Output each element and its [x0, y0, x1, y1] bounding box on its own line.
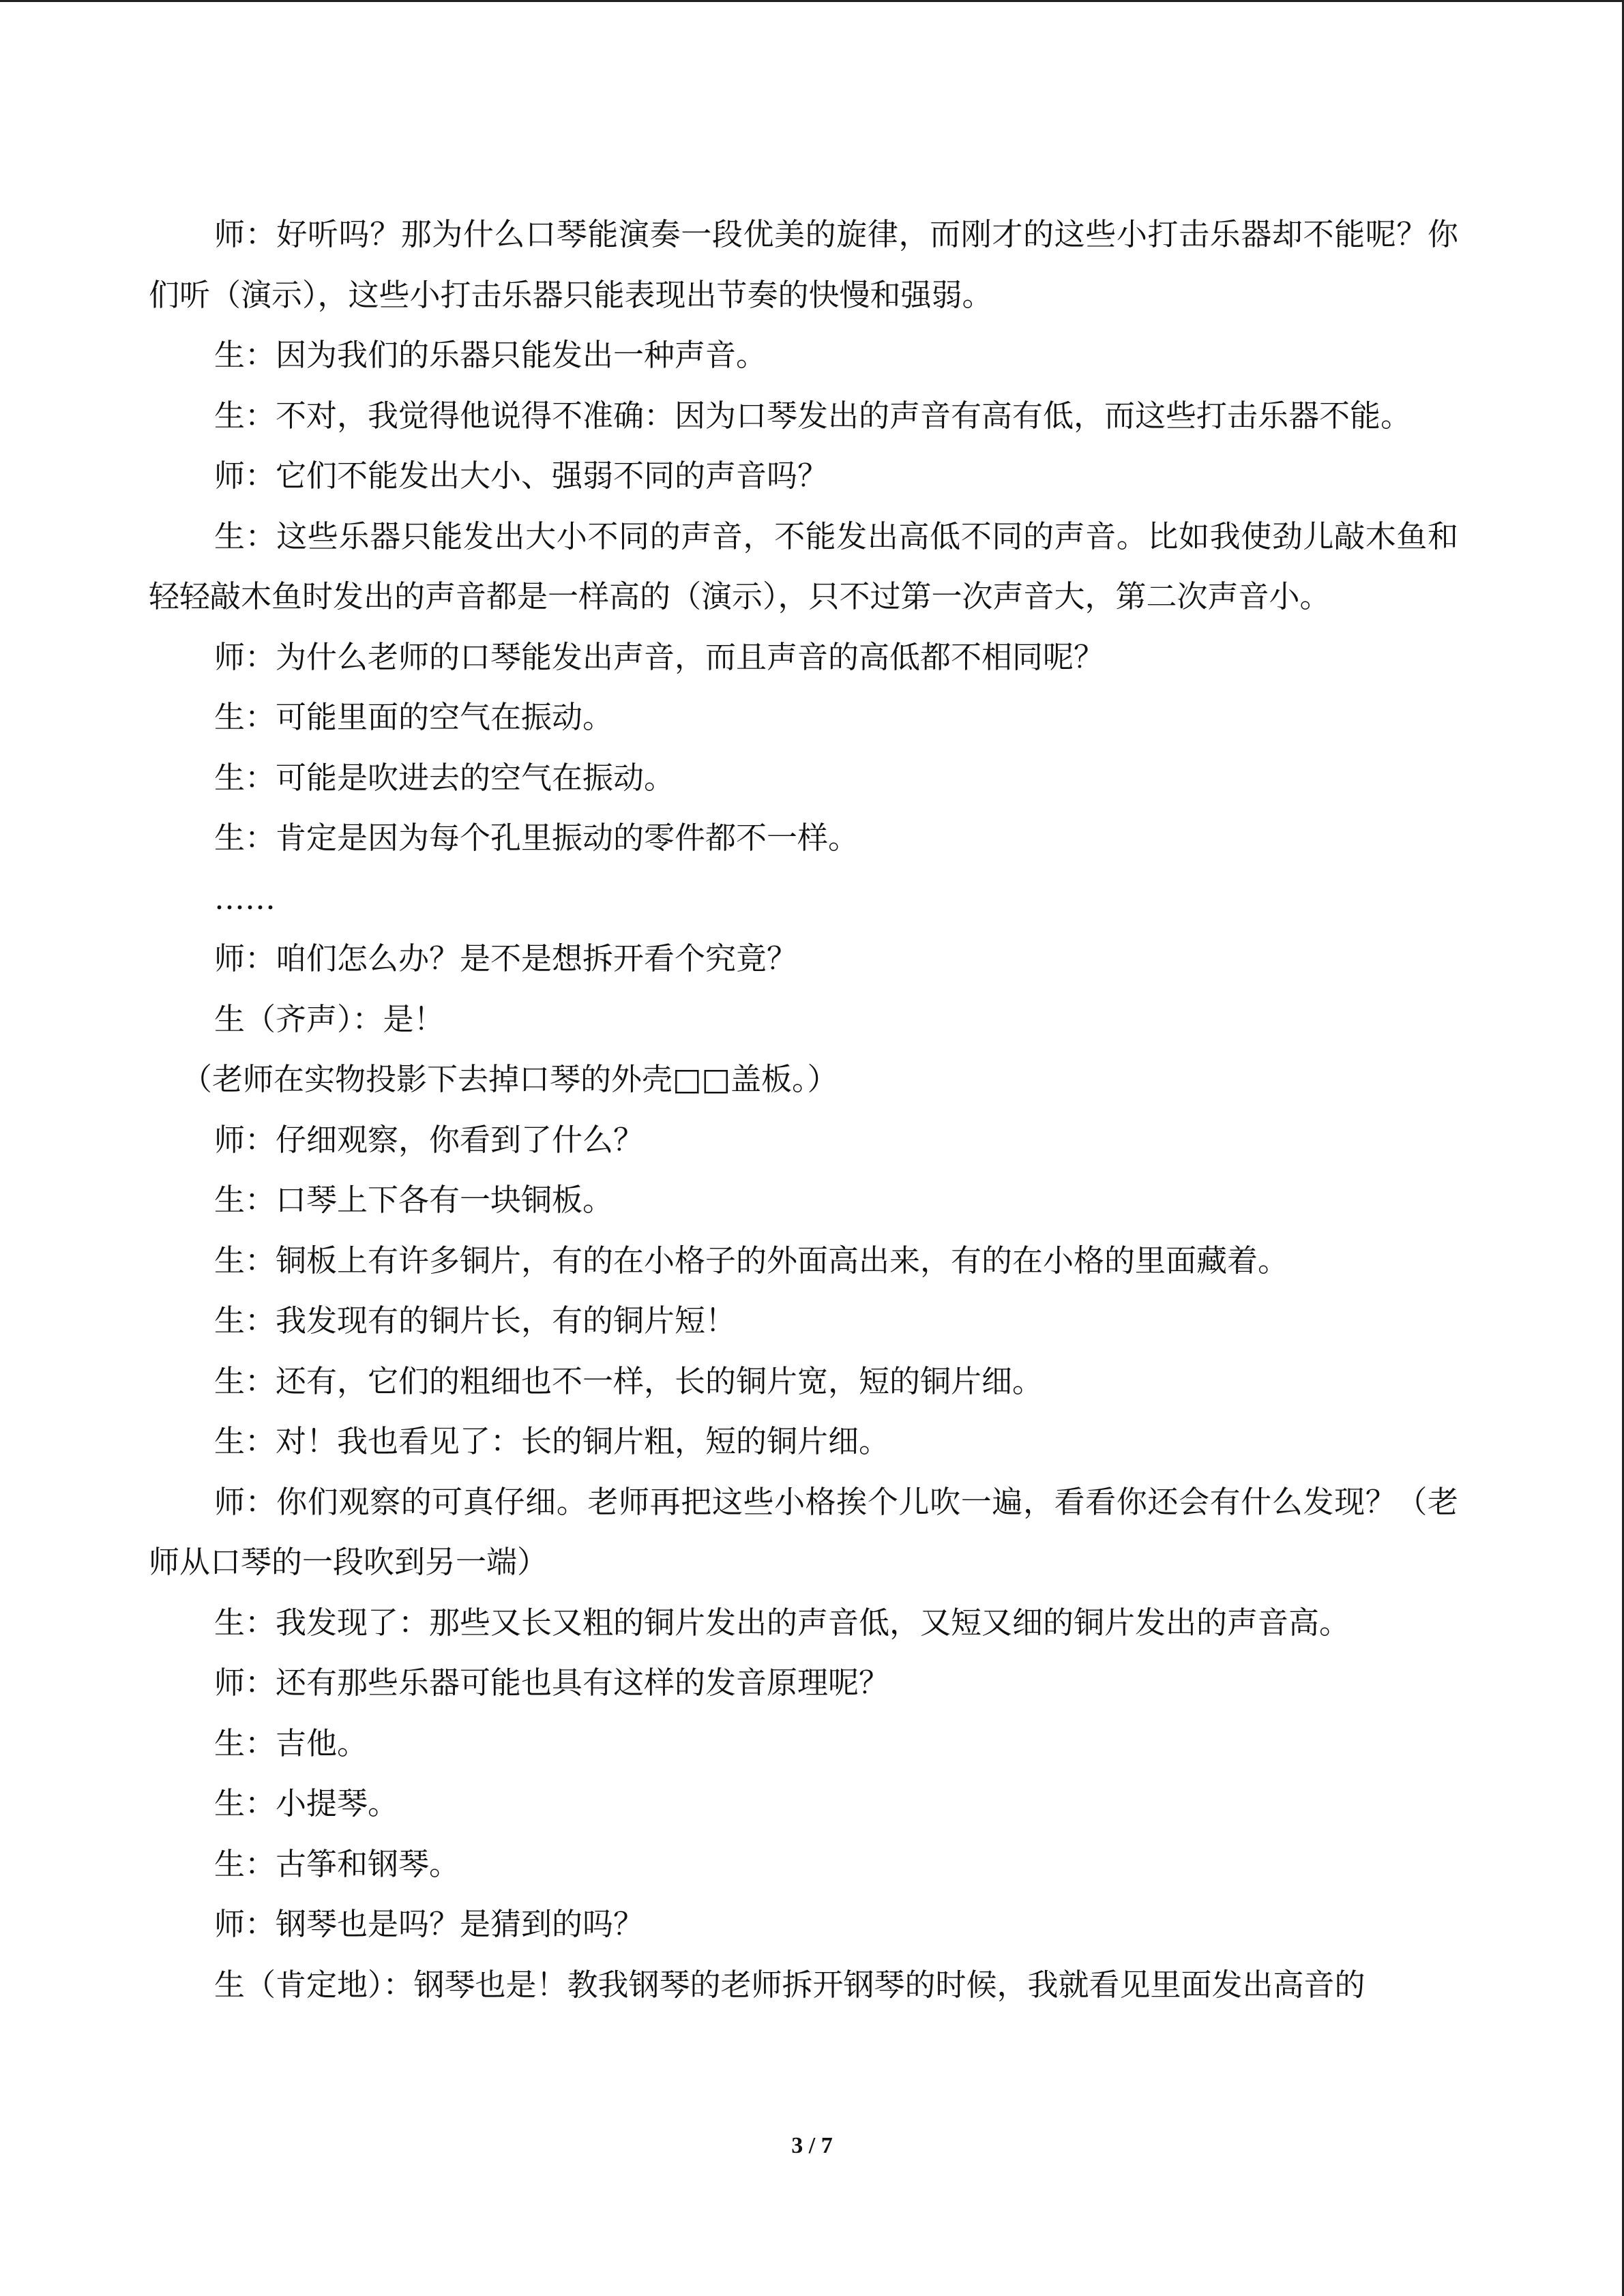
stage-direction: （老师在实物投影下去掉口琴的外壳□□盖板。） — [181, 1061, 838, 1097]
paragraph-20: 师：你们观察的可真仔细。老师再把这些小格挨个儿吹一遍，看看你还会有什么发现？（老师从口琴的一段吹到另一端） — [149, 1483, 1458, 1580]
paragraph-23: 生：吉他。 — [214, 1725, 368, 1761]
page-number: 3 / 7 — [791, 2133, 833, 2158]
paragraph-25: 生：古筝和钢琴。 — [214, 1845, 460, 1882]
paragraph-9: 生：肯定是因为每个孔里振动的零件都不一样。 — [214, 820, 859, 856]
paragraph-15: 生：口琴上下各有一块铜板。 — [214, 1182, 614, 1218]
paragraph-14: 师：仔细观察，你看到了什么？ — [214, 1121, 645, 1158]
paragraph-22: 师：还有那些乐器可能也具有这样的发音原理呢？ — [214, 1665, 890, 1701]
paragraph-21: 生：我发现了：那些又长又粗的铜片发出的声音低，又短又细的铜片发出的声音高。 — [214, 1604, 1350, 1641]
paragraph-19: 生：对！我也看见了：长的铜片粗，短的铜片细。 — [214, 1423, 890, 1459]
paragraph-12: 生（齐声）：是！ — [214, 1000, 445, 1037]
paragraph-8: 生：可能是吹进去的空气在振动。 — [214, 759, 675, 796]
paragraph-16: 生：铜板上有许多铜片，有的在小格子的外面高出来，有的在小格的里面藏着。 — [214, 1242, 1289, 1279]
paragraph-1: 师：好听吗？那为什么口琴能演奏一段优美的旋律，而刚才的这些小打击乐器却不能呢？你们听（演示），这些小打击乐器只能表现出节奏的快慢和强弱。 — [149, 216, 1458, 313]
paragraph-4: 师：它们不能发出大小、强弱不同的声音吗？ — [214, 458, 829, 494]
paragraph-7: 生：可能里面的空气在振动。 — [214, 699, 614, 735]
paragraph-26: 师：钢琴也是吗？是猜到的吗？ — [214, 1906, 645, 1942]
paragraph-17: 生：我发现有的铜片长，有的铜片短！ — [214, 1302, 737, 1339]
paragraph-6: 师：为什么老师的口琴能发出声音，而且声音的高低都不相同呢？ — [214, 638, 1105, 675]
paragraph-5: 生：这些乐器只能发出大小不同的声音，不能发出高低不同的声音。比如我使劲儿敲木鱼和轻轻敲木鱼时发出的声音都是一样高的（演示），只不过第一次声音大，第二次声音小。 — [149, 518, 1458, 614]
paragraph-24: 生：小提琴。 — [214, 1785, 399, 1821]
paragraph-3: 生：不对，我觉得他说得不准确：因为口琴发出的声音有高有低，而这些打击乐器不能。 — [214, 397, 1412, 434]
document-body — [149, 205, 1458, 2015]
ellipsis-line: …… — [214, 880, 276, 916]
paragraph-18: 生：还有，它们的粗细也不一样，长的铜片宽，短的铜片细。 — [214, 1362, 1044, 1399]
paragraph-2: 生：因为我们的乐器只能发出一种声音。 — [214, 337, 767, 373]
paragraph-11: 师：咱们怎么办？是不是想拆开看个究竟？ — [214, 940, 798, 976]
paragraph-27: 生（肯定地）：钢琴也是！教我钢琴的老师拆开钢琴的时候，我就看见里面发出高音的 — [214, 1966, 1365, 2003]
